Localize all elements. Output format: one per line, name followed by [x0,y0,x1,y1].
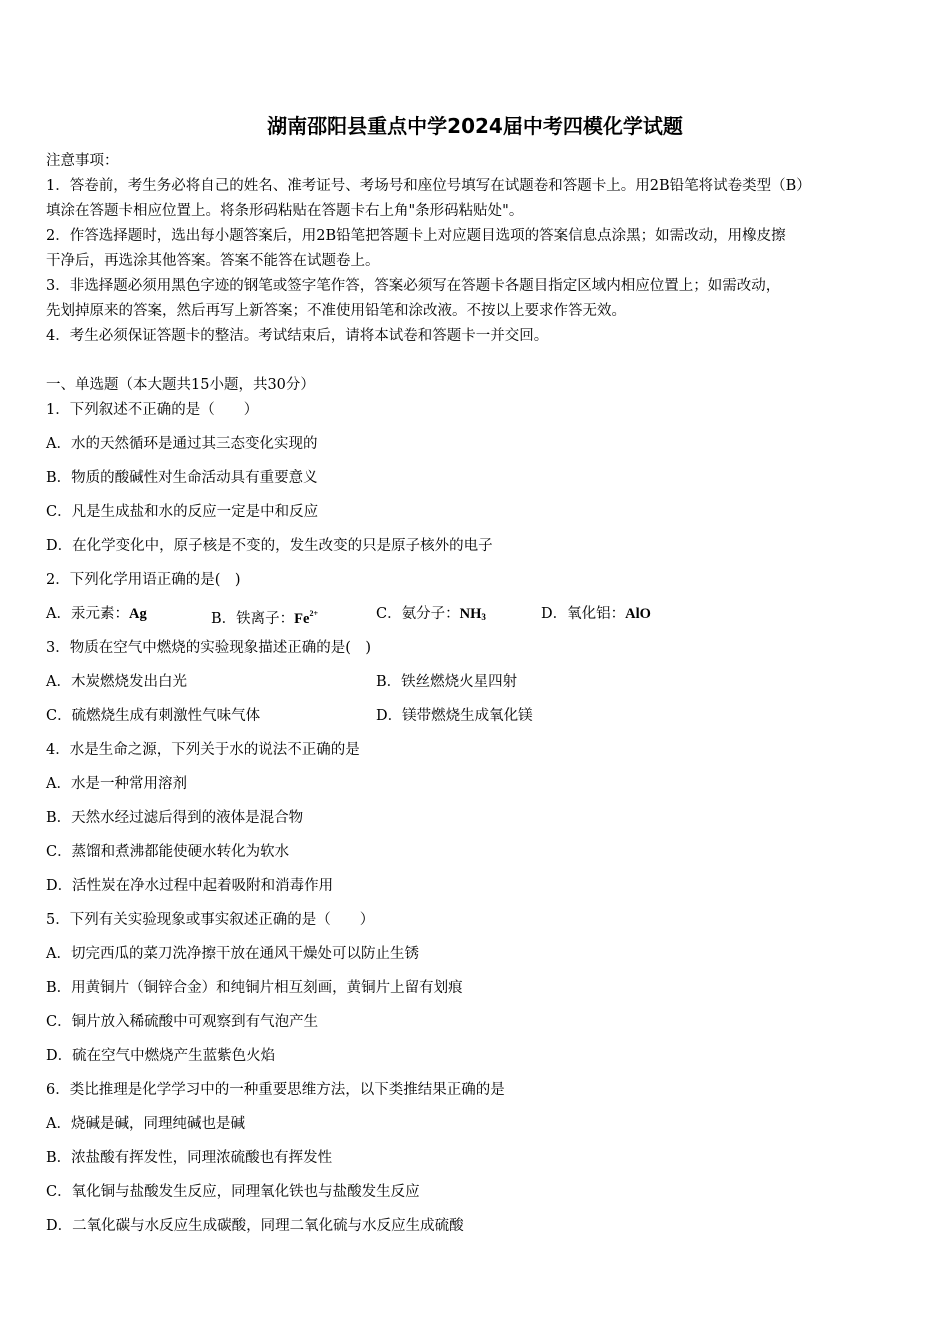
question-3-stem: 3．物质在空气中燃烧的实验现象描述正确的是( ) [46,640,372,656]
notice-line: 2．作答选择题时，选出每小题答案后，用2B铅笔把答题卡上对应题目选项的答案信息点涂黑；如需改动，用橡皮擦 [46,228,786,244]
option-label: D．氧化铝： [541,606,626,622]
question-6-option-c: C．氧化铜与盐酸发生反应，同理氧化铁也与盐酸发生反应 [46,1184,420,1200]
question-4-option-a: A．水是一种常用溶剂 [46,776,187,792]
question-3-option-a: A．木炭燃烧发出白光 [46,674,187,690]
question-2-option-a [46,604,147,624]
question-2-stem: 2．下列化学用语正确的是( ) [46,572,241,588]
question-1-option-c: C．凡是生成盐和水的反应一定是中和反应 [46,504,319,520]
option-label: C．氨分子： [376,606,460,622]
option-label: A．汞元素： [46,606,129,622]
question-3-option-d: D．镁带燃烧生成氧化镁 [376,708,533,724]
question-6-stem: 6．类比推理是化学学习中的一种重要思维方法，以下类推结果正确的是 [46,1082,505,1098]
notice-line: 4．考生必须保证答题卡的整洁。考试结束后，请将本试卷和答题卡一并交回。 [46,328,549,344]
formula-subscript: 3 [481,612,486,622]
question-4-stem: 4．水是生命之源，下列关于水的说法不正确的是 [46,742,360,758]
question-4-option-d: D．活性炭在净水过程中起着吸附和消毒作用 [46,878,334,894]
question-5-option-c: C．铜片放入稀硫酸中可观察到有气泡产生 [46,1014,319,1030]
question-3-option-b: B．铁丝燃烧火星四射 [376,674,518,690]
question-1-option-d: D．在化学变化中，原子核是不变的，发生改变的只是原子核外的电子 [46,538,493,554]
question-6-option-b: B．浓盐酸有挥发性，同理浓硫酸也有挥发性 [46,1150,333,1166]
ion-charge: 2+ [309,609,319,618]
question-3-option-c: C．硫燃烧生成有刺激性气味气体 [46,708,261,724]
question-2-option-b [211,604,318,629]
question-5-option-d: D．硫在空气中燃烧产生蓝紫色火焰 [46,1048,276,1064]
exam-title: 湖南邵阳县重点中学2024届中考四模化学试题 [267,114,683,138]
option-formula: Ag [128,606,147,622]
notice-line: 填涂在答题卡相应位置上。将条形码粘贴在答题卡右上角"条形码粘贴处"。 [46,203,524,219]
question-1-option-a: A．水的天然循环是通过其三态变化实现的 [46,436,318,452]
option-formula: NH [459,606,482,622]
option-formula: Fe [294,611,310,627]
question-2-option-c [376,604,486,627]
question-2-option-d [541,604,651,624]
question-1-stem: 1．下列叙述不正确的是（ ） [46,402,259,418]
question-4-option-c: C．蒸馏和煮沸都能使硬水转化为软水 [46,844,290,860]
section-heading: 一、单选题（本大题共15小题，共30分） [46,377,315,393]
question-6-option-d: D．二氧化碳与水反应生成碳酸，同理二氧化硫与水反应生成硫酸 [46,1218,464,1234]
notice-line: 3．非选择题必须用黑色字迹的钢笔或签字笔作答，答案必须写在答题卡各题目指定区域内相应位置上；如需改动， [46,278,781,294]
question-5-option-a: A．切完西瓜的菜刀洗净擦干放在通风干燥处可以防止生锈 [46,946,419,962]
question-1-option-b: B．物质的酸碱性对生命活动具有重要意义 [46,470,318,486]
notice-line: 干净后，再选涂其他答案。答案不能答在试题卷上。 [46,253,380,269]
option-label: B．铁离子： [211,611,295,627]
question-4-option-b: B．天然水经过滤后得到的液体是混合物 [46,810,304,826]
question-6-option-a: A．烧碱是碱，同理纯碱也是碱 [46,1116,245,1132]
question-5-stem: 5．下列有关实验现象或事实叙述正确的是（ ） [46,912,375,928]
question-5-option-b: B．用黄铜片（铜锌合金）和纯铜片相互刻画，黄铜片上留有划痕 [46,980,463,996]
option-formula: AlO [625,606,651,622]
notice-line: 1．答卷前，考生务必将自己的姓名、准考证号、考场号和座位号填写在试题卷和答题卡上。用2B铅笔将试卷类型（B） [46,178,811,194]
notice-heading: 注意事项： [46,153,119,169]
notice-line: 先划掉原来的答案，然后再写上新答案；不准使用铅笔和涂改液。不按以上要求作答无效。 [46,303,626,319]
